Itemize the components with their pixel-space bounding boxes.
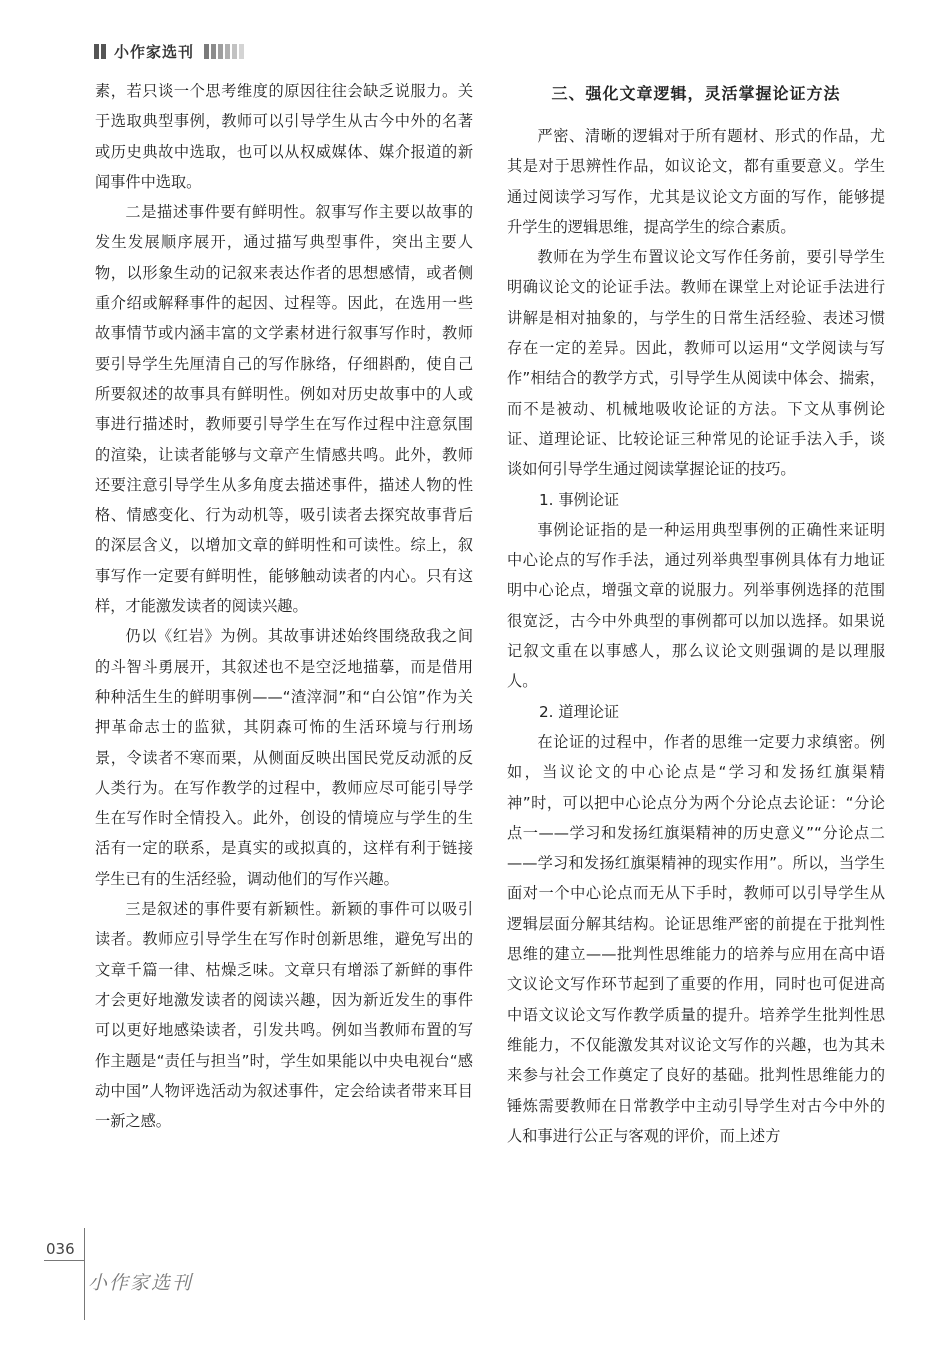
section-heading: 三、强化文章逻辑，灵活掌握论证方法 — [551, 84, 841, 103]
paragraph: 教师在为学生布置议论文写作任务前，要引导学生明确议论文的论证手法。教师在课堂上对论证手法进行讲解是相对抽象的，与学生的日常生活经验、表述习惯存在一定的差异。因此，教师可以运用“文学阅读与写作”相结合的教学方式，引导学生从阅读中体会、揣索，而不是被动、机械地吸收论证的方法。下文从事例论证、道理论证、比较论证三种常见的论证手法入手，谈谈如何引导学生通过阅读掌握论证的技巧。 — [507, 248, 885, 479]
paragraph: 三是叙述的事件要有新颖性。新颖的事件可以吸引读者。教师应引导学生在写作时创新思维，避免写出的文章千篇一律、枯燥乏味。文章只有增添了新鲜的事件才会更好地激发读者的阅读兴趣，因为新近发生的事件可以更好地感染读者，引发共鸣。例如当教师布置的写作主题是“责任与担当”时，学生如果能以中央电视台“感动中国”人物评选活动为叙述事件，定会给读者带来耳目一新之感。 — [95, 900, 473, 1131]
gradient-bar — [204, 44, 209, 59]
paragraph: 素，若只谈一个思考维度的原因往往会缺乏说服力。关于选取典型事例，教师可以引导学生从古今中外的名著或历史典故中选取，也可以从权威媒体、媒介报道的新闻事件中选取。 — [95, 82, 473, 191]
paragraph: 事例论证指的是一种运用典型事例的正确性来证明中心论点的写作手法，通过列举典型事例具体有力地证明中心论点，增强文章的说服力。列举事例选择的范围很宽泛，古今中外典型的事例都可以加以选择。如果说记叙文重在以事感人，那么议论文则强调的是以理服人。 — [507, 520, 885, 691]
subsection-heading: 1. 事例论证 — [539, 490, 620, 509]
paragraph: 在论证的过程中，作者的思维一定要力求缜密。例如，当议论文的中心论点是“学习和发扬红旗渠精神”时，可以把中心论点分为两个分论点去论证：“分论点一——学习和发扬红旗渠精神的历史意义”“分论点二——学习和发扬红旗渠精神的现实作用”。所以，当学生面对一个中心论点而无从下手时，教师可以引导学生从逻辑层面分解其结构。论证思维严密的前提在于批判性思维的建立——批判性思维能力的培养与应用在高中语文议论文写作环节起到了重要的作用，同时也可促进高中语文议论文写作教学质量的提升。培养学生批判性思维能力，不仅能激发其对议论文写作的兴趣，也为其未来参与社会工作奠定了良好的基础。批判性思维能力的锤炼需要教师在日常教学中主动引导学生对古今中外的人和事进行公正与客观的评价，而上述方 — [507, 732, 885, 1145]
gradient-bar — [218, 44, 223, 59]
gradient-bar — [232, 44, 237, 59]
subsection-heading: 2. 道理论证 — [539, 702, 620, 721]
paragraph: 严密、清晰的逻辑对于所有题材、形式的作品，尤其是对于思辨性作品，如议论文，都有重要意义。学生通过阅读学习写作，尤其是议论文方面的写作，能够提升学生的逻辑思维，提高学生的综合素质。 — [507, 127, 885, 236]
header-gradient-bars-icon — [204, 44, 244, 59]
footer-logo: 小作家选刊 — [88, 1272, 194, 1294]
paragraph: 二是描述事件要有鲜明性。叙事写作主要以故事的发生发展顺序展开，通过描写典型事件，突出主要人物，以形象生动的记叙来表达作者的思想感情，或者侧重介绍或解释事件的起因、过程等。因此，在选用一些故事情节或内涵丰富的文学素材进行叙事写作时，教师要引导学生先厘清自己的写作脉络，仔细斟酌，使自己所要叙述的故事具有鲜明性。例如对历史故事中的人或事进行描述时，教师要引导学生在写作过程中注意氛围的渲染，让读者能够与文章产生情感共鸣。此外，教师还要注意引导学生从多角度去描述事件，描述人物的性格、情感变化、行为动机等，吸引读者去探究故事背后的深层含义，以增加文章的鲜明性和可读性。综上，叙事写作一定要有鲜明性，能够触动读者的内心。只有这样，才能激发读者的阅读兴趣。 — [95, 203, 473, 616]
running-header — [94, 40, 244, 62]
gradient-bar — [211, 44, 216, 59]
paragraph: 仍以《红岩》为例。其故事讲述始终围绕敌我之间的斗智斗勇展开，其叙述也不是空泛地描摹，而是借用种种活生生的鲜明事例——“渣滓洞”和“白公馆”作为关押革命志士的监狱，其阴森可怖的生活环境与行刑场景，令读者不寒而栗，从侧面反映出国民党反动派的反人类行为。在写作教学的过程中，教师应尽可能引导学生在写作时全情投入。此外，创设的情境应与学生的生活有一定的联系，是真实的或拟真的，这样有利于链接学生已有的生活经验，调动他们的写作兴趣。 — [95, 627, 473, 888]
gradient-bar — [225, 44, 230, 59]
page-number: 036 — [46, 1240, 75, 1258]
footer-divider — [84, 1228, 85, 1320]
right-column — [507, 76, 885, 1151]
footer-divider — [44, 1260, 84, 1261]
gradient-bar — [239, 44, 244, 59]
journal-title: 小作家选刊 — [114, 42, 195, 61]
header-bar-icon — [94, 44, 106, 59]
left-column — [95, 76, 473, 1136]
